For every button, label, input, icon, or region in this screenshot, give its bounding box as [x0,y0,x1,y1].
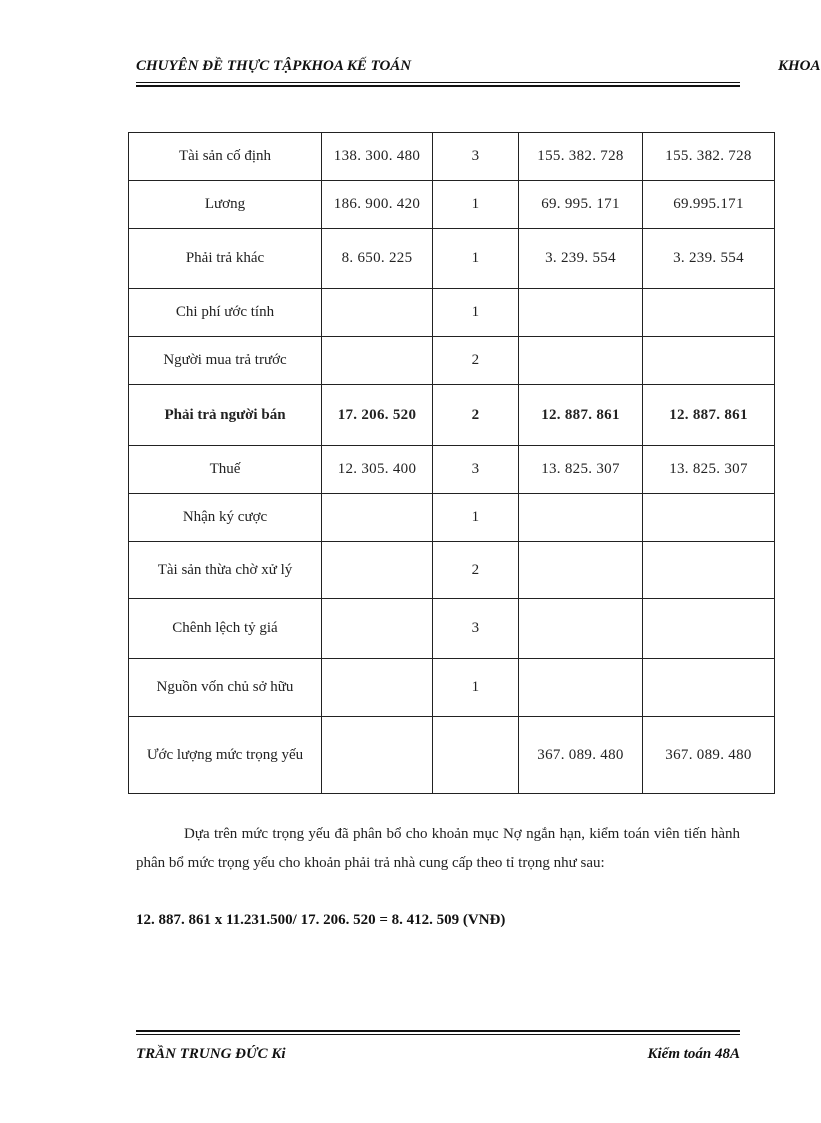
header-rule-thin [136,82,740,83]
value-cell [643,599,775,659]
value-cell [643,542,775,599]
value-cell: 155. 382. 728 [643,133,775,181]
value-cell [322,289,433,337]
value-cell: 367. 089. 480 [519,717,643,794]
value-cell: 69.995.171 [643,181,775,229]
row-label-cell: Chênh lệch tỷ giá [129,599,322,659]
value-cell: 2 [433,542,519,599]
value-cell [433,717,519,794]
table-row [129,181,775,229]
table-row [129,289,775,337]
value-cell: 3 [433,133,519,181]
row-label-cell: Phải trả khác [129,229,322,289]
value-cell [519,337,643,385]
value-cell: 1 [433,289,519,337]
value-cell [643,289,775,337]
value-cell: 1 [433,494,519,542]
value-cell: 2 [433,385,519,446]
table-row [129,446,775,494]
footer-author: TRẦN TRUNG ĐỨC Ki [136,1046,286,1062]
value-cell: 138. 300. 480 [322,133,433,181]
body-paragraph [136,820,740,878]
value-cell: 186. 900. 420 [322,181,433,229]
value-cell [322,337,433,385]
value-cell: 3 [433,599,519,659]
value-cell: 8. 650. 225 [322,229,433,289]
value-cell: 13. 825. 307 [643,446,775,494]
value-cell: 17. 206. 520 [322,385,433,446]
row-label-cell: Lương [129,181,322,229]
row-label-cell: Chi phí ước tính [129,289,322,337]
row-label-cell: Ước lượng mức trọng yếu [129,717,322,794]
footer-rule-thin [136,1034,740,1035]
value-cell: 69. 995. 171 [519,181,643,229]
table-row [129,385,775,446]
value-cell [322,494,433,542]
table-row [129,599,775,659]
table-row [129,717,775,794]
row-label-cell: Tài sản thừa chờ xử lý [129,542,322,599]
row-label-cell: Tài sản cố định [129,133,322,181]
row-label-cell: Nhận ký cược [129,494,322,542]
value-cell: 13. 825. 307 [519,446,643,494]
value-cell: 155. 382. 728 [519,133,643,181]
header-text [136,58,821,75]
value-cell [519,542,643,599]
value-cell: 3. 239. 554 [643,229,775,289]
value-cell [322,659,433,717]
row-label-cell: Phải trả người bán [129,385,322,446]
table-row [129,659,775,717]
table-body [129,133,775,794]
value-cell: 1 [433,181,519,229]
value-cell [322,599,433,659]
value-cell [643,494,775,542]
value-cell [322,717,433,794]
table-row [129,542,775,599]
value-cell: 1 [433,229,519,289]
value-cell [519,289,643,337]
value-cell [643,659,775,717]
value-cell [643,337,775,385]
header-right: KHOA [778,58,821,74]
formula-line: 12. 887. 861 x 11.231.500/ 17. 206. 520 = 8. 412. 509 (VNĐ) [136,912,506,928]
table-row [129,494,775,542]
value-cell: 12. 887. 861 [519,385,643,446]
header-title: CHUYÊN ĐỀ THỰC TẬPKHOA KẾ TOÁN [136,58,412,74]
value-cell [519,659,643,717]
table-row [129,133,775,181]
row-label-cell: Thuế [129,446,322,494]
header-rule-thick [136,85,740,87]
row-label-cell: Người mua trả trước [129,337,322,385]
value-cell [519,599,643,659]
value-cell [519,494,643,542]
value-cell: 3. 239. 554 [519,229,643,289]
footer-text [136,1046,740,1063]
table-row [129,337,775,385]
value-cell: 2 [433,337,519,385]
table-row [129,229,775,289]
value-cell: 1 [433,659,519,717]
value-cell [322,542,433,599]
row-label-cell: Nguồn vốn chủ sở hữu [129,659,322,717]
footer-rule-thick [136,1030,740,1032]
value-cell: 12. 887. 861 [643,385,775,446]
value-cell: 367. 089. 480 [643,717,775,794]
value-cell: 3 [433,446,519,494]
value-cell: 12. 305. 400 [322,446,433,494]
paragraph-text: Dựa trên mức trọng yếu đã phân bổ cho khoản mục Nợ ngắn hạn, kiểm toán viên tiến hành phân bổ mức trọng yếu cho khoản phải trả nhà cung cấp theo tỉ trọng như sau: [136,826,740,871]
materiality-table [128,132,775,794]
footer-course: Kiểm toán 48A [647,1046,740,1062]
